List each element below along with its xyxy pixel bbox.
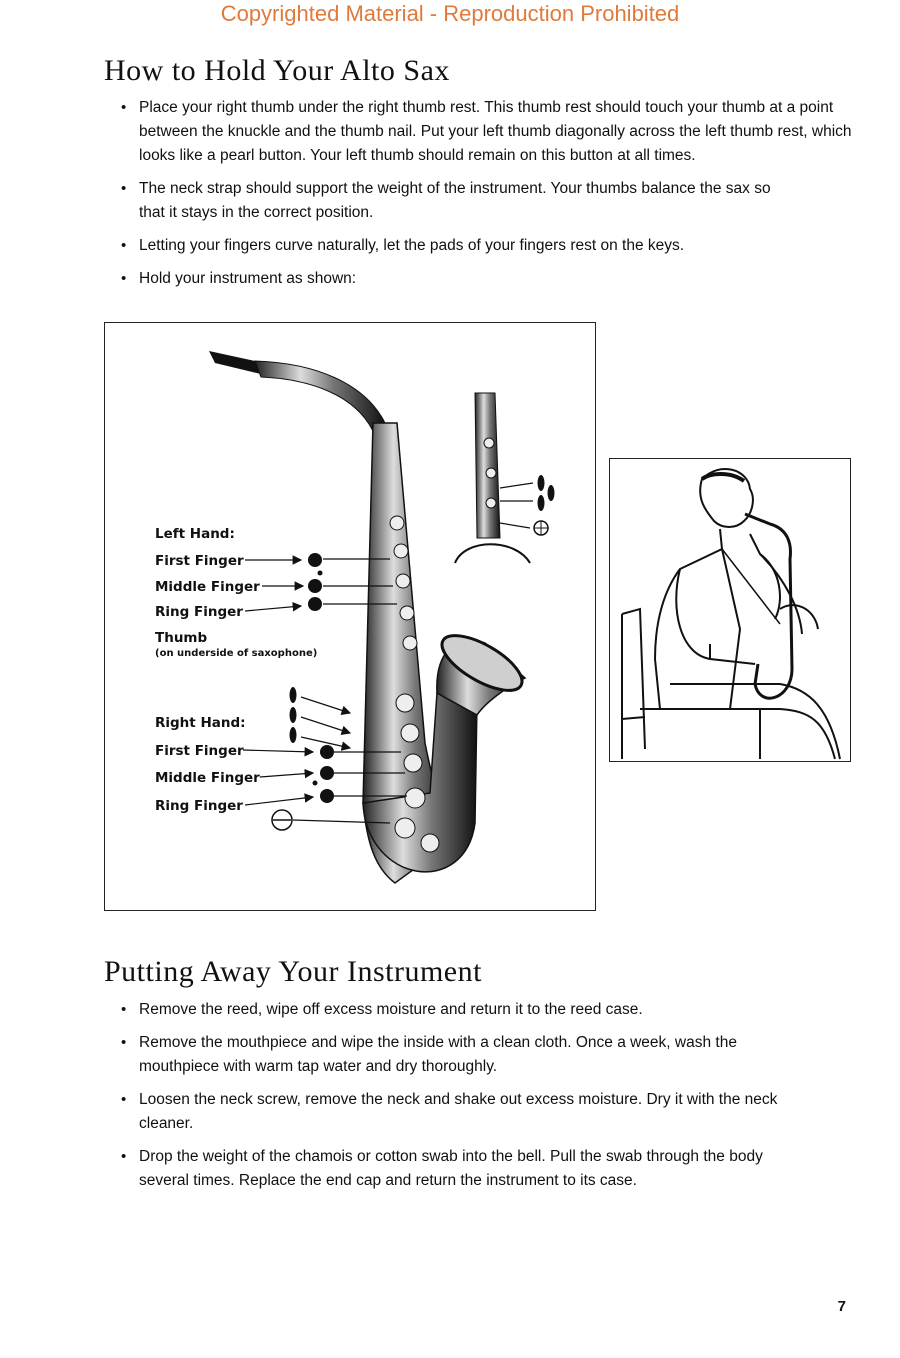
- copyright-watermark: Copyrighted Material - Reproduction Prohibited: [220, 1, 680, 26]
- putting-away-list: [118, 998, 808, 1202]
- lh-ring-finger-label: Ring Finger: [155, 604, 243, 620]
- list-item: • The neck strap should support the weight of the instrument. Your thumbs balance the sax so that it stays in the correct position.: [118, 177, 799, 225]
- lh-thumb-note: (on underside of saxophone): [155, 648, 318, 659]
- left-hand-heading: Left Hand:: [155, 526, 235, 542]
- rh-ring-finger-label: Ring Finger: [155, 798, 243, 814]
- section-title-putting-away: Putting Away Your Instrument: [104, 955, 482, 988]
- list-item: • Letting your fingers curve naturally, let the pads of your fingers rest on the keys.: [118, 234, 853, 258]
- list-item: • Remove the mouthpiece and wipe the inside with a clean cloth. Once a week, wash the mouthpiece with warm tap water and dry thoroughly.: [118, 1031, 808, 1079]
- list-item: • Remove the reed, wipe off excess moisture and return it to the reed case.: [118, 998, 808, 1022]
- list-item: • Loosen the neck screw, remove the neck and shake out excess moisture. Dry it with the neck cleaner.: [118, 1088, 808, 1136]
- page-number: 7: [837, 1298, 846, 1315]
- player-posture-figure: [609, 458, 851, 762]
- lh-first-finger-label: First Finger: [155, 553, 244, 569]
- saxophone-illustration: [105, 323, 595, 910]
- lh-middle-finger-label: Middle Finger: [155, 579, 260, 595]
- right-hand-finger-dots: [313, 745, 335, 803]
- left-hand-finger-dots: [308, 553, 323, 611]
- seated-player-illustration: [610, 459, 850, 761]
- right-thumb-symbol: [272, 810, 292, 830]
- lh-thumb-label: Thumb: [155, 630, 208, 646]
- rh-middle-finger-label: Middle Finger: [155, 770, 260, 786]
- rh-first-finger-label: First Finger: [155, 743, 244, 759]
- list-item: • Hold your instrument as shown:: [118, 267, 853, 291]
- right-hand-heading: Right Hand:: [155, 715, 246, 731]
- list-item: • Drop the weight of the chamois or cotton swab into the bell. Pull the swab through the body several times. Replace the end cap and return the instrument to its case.: [118, 1145, 808, 1193]
- section-title-hold: How to Hold Your Alto Sax: [104, 54, 450, 87]
- hold-instructions-list: [118, 96, 853, 300]
- thumb-key-inset: [455, 393, 555, 563]
- saxophone-fingering-figure: [104, 322, 596, 911]
- list-item: • Place your right thumb under the right thumb rest. This thumb rest should touch your thumb at a point between the knuckle and the thumb nail. Put your left thumb diagonally across the left thumb rest, which looks like a pearl button. Your left thumb should remain on this button at all times.: [118, 96, 853, 168]
